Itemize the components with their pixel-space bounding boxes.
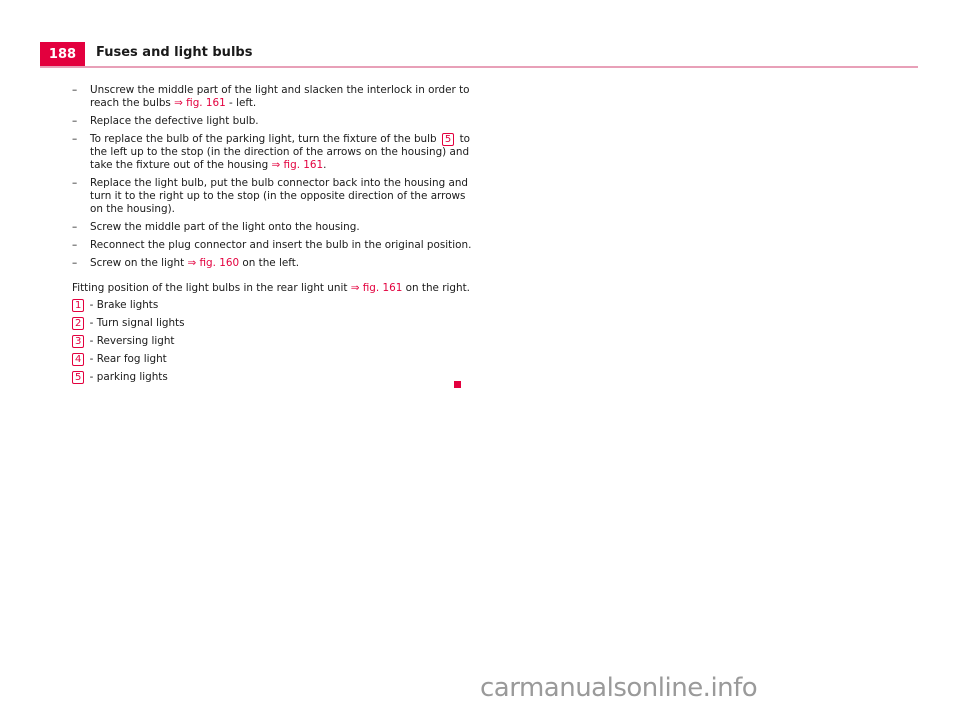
watermark: carmanualsonline.info [480,673,758,703]
callout-number: 3 [72,335,84,348]
section-end-marker [454,381,461,388]
position-item [72,371,472,384]
step-dash: – [72,133,78,145]
step-text-tail: on the left. [239,257,300,269]
step-item [72,257,472,270]
figure-reference-link[interactable]: ⇒ fig. 161 [174,97,226,109]
step-text-tail: . [323,159,327,171]
step-text: Reconnect the plug connector and insert the bulb in the original position. [90,239,472,251]
callout-number: 5 [72,371,84,384]
step-item [72,177,472,216]
step-dash: – [72,221,78,233]
step-text-tail: - left. [225,97,257,109]
callout-number: 5 [442,133,454,146]
figure-reference-link[interactable]: ⇒ fig. 160 [187,257,240,269]
step-dash: – [72,177,78,189]
figure-reference-link[interactable]: ⇒ fig. 161 [350,282,403,294]
position-item [72,335,472,348]
step-text: Screw on the light [90,257,188,269]
step-item [72,221,472,234]
step-text-continued: to the left up to the stop (in the direction of the arrows on the housing) and take the fixture out of the housing [90,133,471,171]
intro-text: Fitting position of the light bulbs in the rear light unit [72,282,351,294]
step-dash: – [72,257,78,269]
step-text: To replace the bulb of the parking light, turn the fixture of the bulb [90,133,440,145]
position-label: - Rear fog light [86,353,167,365]
step-dash: – [72,84,78,96]
manual-content [72,84,472,389]
step-item [72,115,472,128]
step-dash: – [72,115,78,127]
step-text: Unscrew the middle part of the light and slacken the interlock in order to reach the bulbs [90,84,470,109]
position-label: - Reversing light [86,335,175,347]
position-item [72,317,472,330]
page-number: 188 [40,42,85,66]
step-item [72,133,472,172]
step-dash: – [72,239,78,251]
step-text: Screw the middle part of the light onto the housing. [90,221,360,233]
position-label: - parking lights [86,371,168,383]
position-item [72,299,472,312]
callout-number: 2 [72,317,84,330]
position-label: - Turn signal lights [86,317,185,329]
section-title: Fuses and light bulbs [96,45,253,60]
position-label: - Brake lights [86,299,159,311]
step-text: Replace the light bulb, put the bulb connector back into the housing and turn it to the right up to the stop (in the opposite direction of the arrows on the housing). [90,177,469,215]
callout-number: 1 [72,299,84,312]
callout-number: 4 [72,353,84,366]
step-item [72,239,472,252]
intro-text-tail: on the right. [402,282,470,294]
figure-reference-link[interactable]: ⇒ fig. 161 [271,159,324,171]
fitting-position-intro [72,282,472,295]
step-item [72,84,472,110]
position-item [72,353,472,366]
page-header [40,42,918,68]
step-text: Replace the defective light bulb. [90,115,259,127]
